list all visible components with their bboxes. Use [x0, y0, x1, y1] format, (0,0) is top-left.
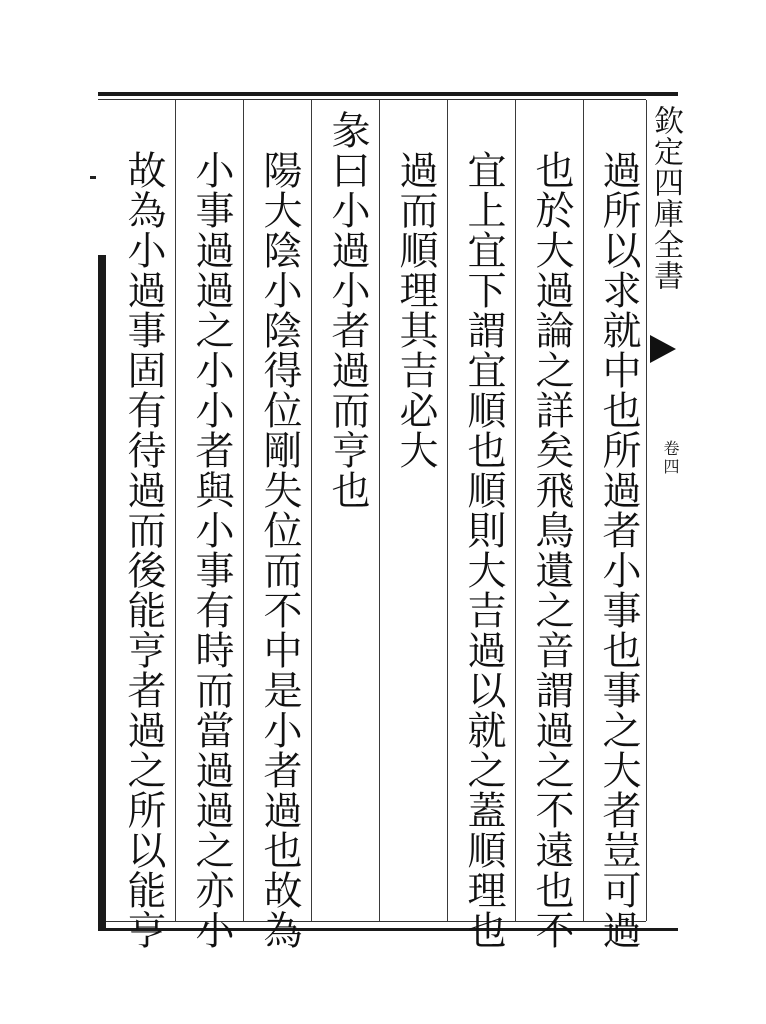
- column-divider: [311, 100, 312, 921]
- column-divider: [243, 100, 244, 921]
- column-divider: [583, 100, 584, 921]
- text-column-2: 也於大過論之詳矣飛鳥遺之音謂過之不遠也不: [529, 150, 574, 950]
- column-divider: [379, 100, 380, 921]
- text-column-1: 過所以求就中也所過者小事也事之大者豈可過: [596, 150, 641, 950]
- column-divider: [175, 100, 176, 921]
- text-column-5: 彖曰小過小者過而亨也: [325, 110, 370, 510]
- top-border: [98, 92, 678, 96]
- text-column-3: 宜上宜下謂宜順也順則大吉過以就之蓋順理也: [461, 150, 506, 950]
- text-column-6: 陽大陰小陰得位剛失位而不中是小者過也故為: [257, 150, 302, 950]
- text-column-4: 過而順理其吉必大: [393, 150, 438, 470]
- fish-tail-mark: [650, 335, 676, 363]
- column-divider: [447, 100, 448, 921]
- left-border: [98, 255, 106, 928]
- binding-mark: [90, 176, 96, 179]
- margin-book-title: 欽定四庫全書: [648, 105, 683, 291]
- text-column-7: 小事過過之小小者與小事有時而當過過之亦小: [189, 150, 234, 950]
- column-divider: [515, 100, 516, 921]
- text-column-8: 故為小過事固有待過而後能亨者過之所以能亨: [121, 150, 166, 950]
- top-inner-border: [98, 99, 646, 100]
- margin-volume-label: 卷四: [661, 440, 680, 476]
- margin-divider: [646, 100, 647, 921]
